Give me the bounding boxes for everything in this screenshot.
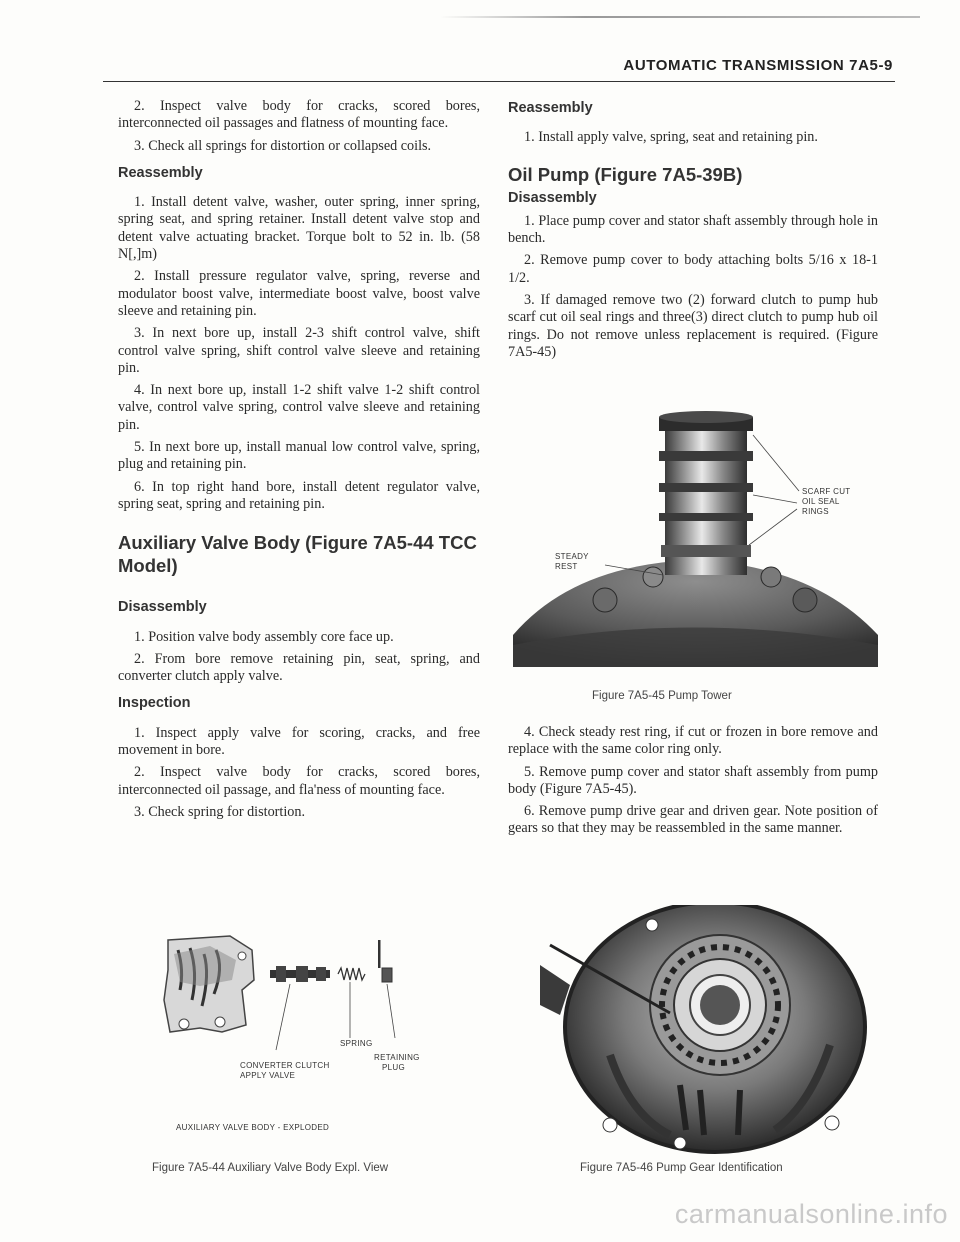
aux-sub-caption: AUXILIARY VALVE BODY - EXPLODED [176, 1123, 330, 1132]
reassembly-step-5: 5. In next bore up, install manual low control valve, spring, plug and retaining pin. [118, 439, 480, 473]
oil-pump-heading: Oil Pump (Figure 7A5-39B) [508, 163, 743, 185]
aux-valve-body-drawing [150, 910, 450, 1150]
pump-step-1: 1. Place pump cover and stator shaft assembly through hole in bench. [508, 212, 878, 247]
reassembly-heading: Reassembly [118, 164, 203, 181]
right-disassembly-heading: Disassembly [508, 189, 597, 206]
pump-step-5: 5. Remove pump cover and stator shaft assembly from pump body (Figure 7A5-45). [508, 763, 878, 797]
right-reassembly-heading: Reassembly [508, 100, 593, 116]
header-title: AUTOMATIC TRANSMISSION 7A5-9 [623, 57, 893, 74]
watermark: carmanualsonline.info [674, 1199, 948, 1229]
pump-gear-photo [540, 905, 880, 1155]
reassembly-step-6: 6. In top right hand bore, install detent regulator valve, spring seat, spring and retaining pin. [118, 478, 480, 512]
figure-pump-gear [540, 905, 880, 1155]
inspection-step-3: 3. Check all springs for distortion or collapsed coils. [134, 137, 432, 154]
right-reassembly-step-1: 1. Install apply valve, spring, seat and retaining pin. [524, 129, 818, 146]
label-oil-seal: OIL SEAL [802, 497, 840, 506]
disassembly-step-1: 1. Position valve body assembly core face up. [134, 628, 394, 645]
reassembly-step-4: 4. In next bore up, install 1-2 shift valve 1-2 shift control valve, control valve spring, control valve sleeve and retaining pin. [118, 382, 480, 433]
reassembly-step-3: 3. In next bore up, install 2-3 shift control valve, shift control valve spring, shift control valve sleeve and retaining pin. [118, 325, 480, 376]
caption-fig-46: Figure 7A5-46 Pump Gear Identification [580, 1162, 783, 1174]
pump-step-3: 3. If damaged remove two (2) forward clutch to pump hub scarf cut oil seal rings and three(3) direct clutch to pump hub oil rings. Do not remove unless replacement is required. (Figure 7A5-45) [508, 292, 878, 360]
label-rest: REST [555, 562, 578, 571]
inspection-step-2: 2. Inspect valve body for cracks, scored bores, interconnected oil passages and flatness of mounting face. [118, 98, 480, 132]
label-steady: STEADY [555, 552, 589, 561]
pump-step-6: 6. Remove pump drive gear and driven gear. Note position of gears so that they may be reassembled in the same manner. [508, 803, 878, 837]
caption-fig-45: Figure 7A5-45 Pump Tower [592, 690, 732, 702]
inspect-step-1: 1. Inspect apply valve for scoring, cracks, and free movement in bore. [118, 724, 480, 759]
right-column-top [508, 98, 878, 366]
inspect-step-3: 3. Check spring for distortion. [134, 803, 306, 820]
pump-step-2: 2. Remove pump cover to body attaching bolts 5/16 x 18-1 1/2. [508, 252, 878, 286]
inspect-step-2: 2. Inspect valve body for cracks, scored bores, interconnected oil passage, and fla'ness of mounting face. [118, 764, 480, 798]
label-retaining: RETAINING [374, 1053, 420, 1062]
aux-valve-body-heading: Auxiliary Valve Body (Figure 7A5-44 TCC Model) [118, 532, 477, 577]
inspection-heading: Inspection [118, 695, 191, 712]
label-rings: RINGS [802, 507, 829, 516]
reassembly-step-1: 1. Install detent valve, washer, outer spring, inner spring, spring seat, and spring retainer. Install detent valve stop and detent valve actuating bracket. Torque bolt to 52 in. lb. (58 N[,]m) [118, 194, 480, 263]
pump-tower-photo [513, 395, 878, 667]
label-spring: SPRING [340, 1039, 373, 1048]
figure-aux-valve-body [150, 910, 450, 1150]
figure-pump-tower [513, 395, 878, 667]
label-apply-valve: APPLY VALVE [240, 1071, 296, 1080]
label-scarf-cut: SCARF CUT [802, 487, 851, 496]
left-column [118, 98, 480, 826]
top-scan-line [440, 16, 920, 18]
label-plug: PLUG [382, 1063, 405, 1072]
disassembly-heading: Disassembly [118, 599, 207, 616]
page-header [103, 55, 895, 82]
caption-fig-44: Figure 7A5-44 Auxiliary Valve Body Expl. View [152, 1162, 389, 1174]
right-column-bottom [508, 724, 878, 843]
disassembly-step-2: 2. From bore remove retaining pin, seat, spring, and converter clutch apply valve. [118, 650, 480, 685]
label-converter-clutch: CONVERTER CLUTCH [240, 1061, 330, 1070]
pump-step-4: 4. Check steady rest ring, if cut or frozen in bore remove and replace with the same color ring only. [508, 724, 878, 758]
reassembly-step-2: 2. Install pressure regulator valve, spring, reverse and modulator boost valve, intermediate boost valve, boost valve sleeve and retaining pin. [118, 268, 480, 319]
